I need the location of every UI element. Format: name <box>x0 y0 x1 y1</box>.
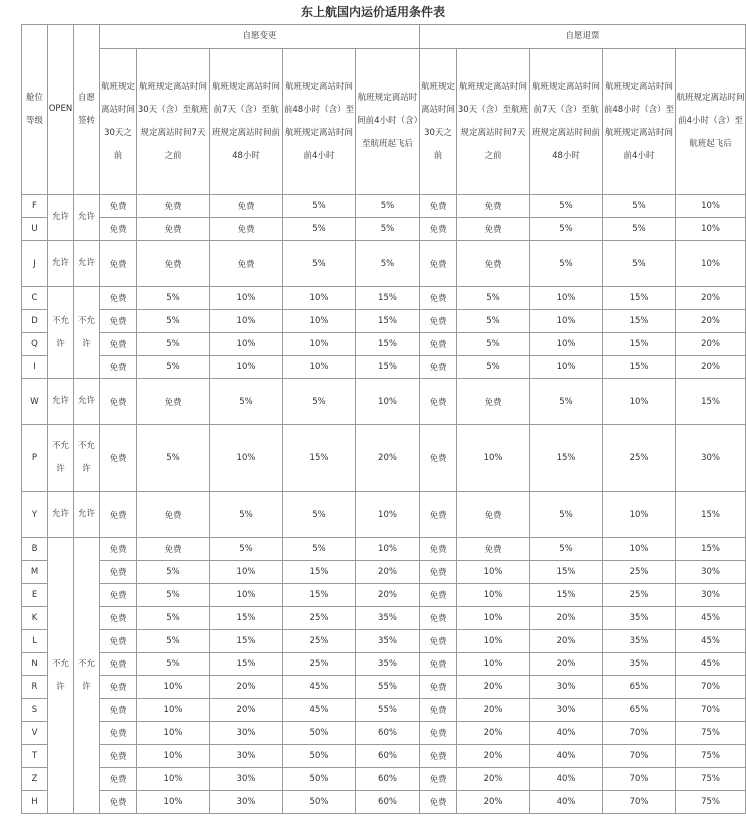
change-fee-cell: 免费 <box>100 310 137 333</box>
refund-fee-cell: 15% <box>676 492 746 538</box>
refund-fee-cell: 15% <box>603 287 676 310</box>
change-fee-cell: 10% <box>210 310 283 333</box>
refund-fee-cell: 20% <box>676 287 746 310</box>
refund-fee-cell: 75% <box>676 768 746 791</box>
header-change-group: 自愿变更 <box>100 25 420 49</box>
cabin-cell: L <box>22 630 48 653</box>
change-fee-cell: 15% <box>283 425 356 492</box>
cabin-cell: T <box>22 745 48 768</box>
table-row <box>22 195 746 218</box>
transfer-cell: 允许 <box>74 492 100 538</box>
change-fee-cell: 5% <box>137 653 210 676</box>
change-fee-cell: 30% <box>210 722 283 745</box>
change-fee-cell: 25% <box>283 653 356 676</box>
change-fee-cell: 免费 <box>100 768 137 791</box>
table-row <box>22 287 746 310</box>
table-row <box>22 653 746 676</box>
change-fee-cell: 免费 <box>137 538 210 561</box>
refund-fee-cell: 20% <box>457 699 530 722</box>
refund-fee-cell: 免费 <box>420 699 457 722</box>
refund-fee-cell: 45% <box>676 607 746 630</box>
refund-fee-cell: 10% <box>676 195 746 218</box>
refund-fee-cell: 5% <box>530 538 603 561</box>
cabin-cell: S <box>22 699 48 722</box>
change-fee-cell: 10% <box>137 722 210 745</box>
change-fee-cell: 5% <box>137 310 210 333</box>
table-header <box>22 25 746 195</box>
refund-fee-cell: 35% <box>603 607 676 630</box>
change-fee-cell: 35% <box>356 653 420 676</box>
refund-fee-cell: 10% <box>457 653 530 676</box>
refund-fee-cell: 40% <box>530 745 603 768</box>
refund-fee-cell: 20% <box>676 310 746 333</box>
change-fee-cell: 10% <box>356 538 420 561</box>
change-fee-cell: 20% <box>356 425 420 492</box>
cabin-cell: I <box>22 356 48 379</box>
table-row <box>22 676 746 699</box>
refund-fee-cell: 免费 <box>420 356 457 379</box>
table-body <box>22 195 746 814</box>
change-fee-cell: 30% <box>210 768 283 791</box>
change-fee-cell: 免费 <box>100 333 137 356</box>
refund-fee-cell: 40% <box>530 791 603 814</box>
table-row <box>22 699 746 722</box>
change-fee-cell: 5% <box>210 379 283 425</box>
refund-fee-cell: 10% <box>676 218 746 241</box>
cabin-cell: R <box>22 676 48 699</box>
change-fee-cell: 35% <box>356 630 420 653</box>
refund-fee-cell: 免费 <box>457 195 530 218</box>
cabin-cell: W <box>22 379 48 425</box>
change-fee-cell: 免费 <box>100 425 137 492</box>
header-refund-period: 航班规定离站时间前7天（含）至航班规定离站时间前48小时 <box>530 49 603 195</box>
change-fee-cell: 25% <box>283 607 356 630</box>
refund-fee-cell: 免费 <box>420 745 457 768</box>
header-refund-period: 航班规定离站时间30天之前 <box>420 49 457 195</box>
table-row <box>22 791 746 814</box>
change-fee-cell: 10% <box>210 356 283 379</box>
change-fee-cell: 10% <box>283 287 356 310</box>
refund-fee-cell: 5% <box>530 241 603 287</box>
refund-fee-cell: 10% <box>457 561 530 584</box>
refund-fee-cell: 免费 <box>420 241 457 287</box>
refund-fee-cell: 30% <box>676 584 746 607</box>
refund-fee-cell: 75% <box>676 745 746 768</box>
header-transfer: 自愿签转 <box>74 25 100 195</box>
refund-fee-cell: 30% <box>530 676 603 699</box>
header-change-period: 航班规定离站时间前48小时（含）至航班规定离站时间前4小时 <box>283 49 356 195</box>
change-fee-cell: 10% <box>137 676 210 699</box>
change-fee-cell: 免费 <box>100 218 137 241</box>
refund-fee-cell: 免费 <box>420 722 457 745</box>
change-fee-cell: 45% <box>283 676 356 699</box>
change-fee-cell: 5% <box>356 218 420 241</box>
change-fee-cell: 免费 <box>100 607 137 630</box>
transfer-cell: 允许 <box>74 195 100 241</box>
refund-fee-cell: 10% <box>457 425 530 492</box>
change-fee-cell: 20% <box>356 584 420 607</box>
change-fee-cell: 20% <box>210 676 283 699</box>
change-fee-cell: 20% <box>210 699 283 722</box>
table-row <box>22 310 746 333</box>
open-cell: 允许 <box>48 195 74 241</box>
change-fee-cell: 35% <box>356 607 420 630</box>
refund-fee-cell: 15% <box>603 356 676 379</box>
change-fee-cell: 免费 <box>100 195 137 218</box>
table-row <box>22 630 746 653</box>
refund-fee-cell: 免费 <box>457 218 530 241</box>
open-cell: 不允许 <box>48 425 74 492</box>
change-fee-cell: 免费 <box>100 241 137 287</box>
refund-fee-cell: 45% <box>676 653 746 676</box>
change-fee-cell: 10% <box>210 287 283 310</box>
table-row <box>22 356 746 379</box>
table-row <box>22 538 746 561</box>
refund-fee-cell: 20% <box>457 745 530 768</box>
transfer-cell: 允许 <box>74 241 100 287</box>
refund-fee-cell: 10% <box>603 538 676 561</box>
change-fee-cell: 10% <box>356 379 420 425</box>
change-fee-cell: 5% <box>210 492 283 538</box>
change-fee-cell: 10% <box>283 310 356 333</box>
refund-fee-cell: 65% <box>603 699 676 722</box>
change-fee-cell: 5% <box>283 195 356 218</box>
table-row <box>22 241 746 287</box>
change-fee-cell: 10% <box>210 425 283 492</box>
header-refund-period: 航班规定离站时间前48小时（含）至航班规定离站时间前4小时 <box>603 49 676 195</box>
table-row <box>22 492 746 538</box>
change-fee-cell: 免费 <box>137 492 210 538</box>
change-fee-cell: 10% <box>356 492 420 538</box>
fare-conditions-table <box>21 24 746 814</box>
change-fee-cell: 5% <box>137 607 210 630</box>
cabin-cell: Q <box>22 333 48 356</box>
change-fee-cell: 60% <box>356 745 420 768</box>
change-fee-cell: 免费 <box>210 195 283 218</box>
change-fee-cell: 45% <box>283 699 356 722</box>
refund-fee-cell: 免费 <box>420 425 457 492</box>
cabin-cell: Z <box>22 768 48 791</box>
refund-fee-cell: 10% <box>530 310 603 333</box>
refund-fee-cell: 40% <box>530 722 603 745</box>
change-fee-cell: 50% <box>283 791 356 814</box>
change-fee-cell: 5% <box>137 356 210 379</box>
header-cabin: 舱位等级 <box>22 25 48 195</box>
change-fee-cell: 15% <box>210 607 283 630</box>
change-fee-cell: 免费 <box>100 584 137 607</box>
change-fee-cell: 15% <box>210 630 283 653</box>
table-row <box>22 425 746 492</box>
refund-fee-cell: 10% <box>530 356 603 379</box>
refund-fee-cell: 10% <box>457 584 530 607</box>
refund-fee-cell: 20% <box>676 333 746 356</box>
refund-fee-cell: 30% <box>530 699 603 722</box>
change-fee-cell: 5% <box>283 492 356 538</box>
open-cell: 不允许 <box>48 538 74 814</box>
refund-fee-cell: 5% <box>457 333 530 356</box>
refund-fee-cell: 5% <box>603 218 676 241</box>
cabin-cell: U <box>22 218 48 241</box>
refund-fee-cell: 70% <box>603 722 676 745</box>
change-fee-cell: 5% <box>356 241 420 287</box>
refund-fee-cell: 30% <box>676 425 746 492</box>
table-title: 东上航国内运价适用条件表 <box>300 5 445 19</box>
change-fee-cell: 50% <box>283 722 356 745</box>
refund-fee-cell: 40% <box>530 768 603 791</box>
change-fee-cell: 免费 <box>100 356 137 379</box>
change-fee-cell: 免费 <box>100 379 137 425</box>
table-row <box>22 218 746 241</box>
refund-fee-cell: 免费 <box>420 379 457 425</box>
header-change-period: 航班规定离站时间30天之前 <box>100 49 137 195</box>
open-cell: 允许 <box>48 241 74 287</box>
change-fee-cell: 20% <box>356 561 420 584</box>
change-fee-cell: 50% <box>283 768 356 791</box>
change-fee-cell: 10% <box>283 356 356 379</box>
change-fee-cell: 50% <box>283 745 356 768</box>
refund-fee-cell: 5% <box>457 356 530 379</box>
change-fee-cell: 5% <box>137 561 210 584</box>
change-fee-cell: 5% <box>283 241 356 287</box>
refund-fee-cell: 免费 <box>420 538 457 561</box>
refund-fee-cell: 免费 <box>420 791 457 814</box>
refund-fee-cell: 5% <box>603 195 676 218</box>
refund-fee-cell: 免费 <box>457 492 530 538</box>
refund-fee-cell: 15% <box>530 425 603 492</box>
change-fee-cell: 15% <box>283 584 356 607</box>
refund-fee-cell: 10% <box>603 379 676 425</box>
open-cell: 允许 <box>48 379 74 425</box>
refund-fee-cell: 65% <box>603 676 676 699</box>
refund-fee-cell: 20% <box>530 630 603 653</box>
cabin-cell: C <box>22 287 48 310</box>
change-fee-cell: 5% <box>137 287 210 310</box>
refund-fee-cell: 免费 <box>420 218 457 241</box>
change-fee-cell: 免费 <box>210 241 283 287</box>
header-refund-period: 航班规定离站时间30天（含）至航班规定离站时间7天之前 <box>457 49 530 195</box>
change-fee-cell: 免费 <box>100 699 137 722</box>
table-row <box>22 768 746 791</box>
refund-fee-cell: 70% <box>603 791 676 814</box>
refund-fee-cell: 15% <box>676 379 746 425</box>
refund-fee-cell: 20% <box>457 768 530 791</box>
refund-fee-cell: 5% <box>530 379 603 425</box>
refund-fee-cell: 15% <box>603 310 676 333</box>
change-fee-cell: 免费 <box>137 379 210 425</box>
transfer-cell: 不允许 <box>74 538 100 814</box>
refund-fee-cell: 35% <box>603 630 676 653</box>
refund-fee-cell: 10% <box>530 333 603 356</box>
change-fee-cell: 10% <box>210 561 283 584</box>
refund-fee-cell: 免费 <box>420 768 457 791</box>
change-fee-cell: 10% <box>210 584 283 607</box>
transfer-cell: 不允许 <box>74 425 100 492</box>
cabin-cell: V <box>22 722 48 745</box>
header-refund-period: 航班规定离站时间前4小时（含）至航班起飞后 <box>676 49 746 195</box>
transfer-cell: 允许 <box>74 379 100 425</box>
change-fee-cell: 免费 <box>100 538 137 561</box>
change-fee-cell: 55% <box>356 676 420 699</box>
cabin-cell: E <box>22 584 48 607</box>
change-fee-cell: 30% <box>210 745 283 768</box>
change-fee-cell: 5% <box>210 538 283 561</box>
refund-fee-cell: 20% <box>457 676 530 699</box>
change-fee-cell: 免费 <box>137 241 210 287</box>
refund-fee-cell: 15% <box>530 584 603 607</box>
refund-fee-cell: 20% <box>457 722 530 745</box>
refund-fee-cell: 75% <box>676 791 746 814</box>
refund-fee-cell: 10% <box>457 607 530 630</box>
refund-fee-cell: 免费 <box>420 607 457 630</box>
refund-fee-cell: 25% <box>603 425 676 492</box>
refund-fee-cell: 10% <box>457 630 530 653</box>
refund-fee-cell: 免费 <box>420 676 457 699</box>
change-fee-cell: 5% <box>137 333 210 356</box>
open-cell: 允许 <box>48 492 74 538</box>
change-fee-cell: 10% <box>137 699 210 722</box>
refund-fee-cell: 免费 <box>420 653 457 676</box>
change-fee-cell: 免费 <box>100 287 137 310</box>
refund-fee-cell: 免费 <box>420 561 457 584</box>
refund-fee-cell: 5% <box>603 241 676 287</box>
change-fee-cell: 免费 <box>137 218 210 241</box>
change-fee-cell: 10% <box>210 333 283 356</box>
refund-fee-cell: 5% <box>457 310 530 333</box>
table-row <box>22 561 746 584</box>
refund-fee-cell: 20% <box>530 607 603 630</box>
change-fee-cell: 免费 <box>100 791 137 814</box>
header-refund-group: 自愿退票 <box>420 25 746 49</box>
refund-fee-cell: 20% <box>676 356 746 379</box>
cabin-cell: F <box>22 195 48 218</box>
refund-fee-cell: 70% <box>603 768 676 791</box>
change-fee-cell: 15% <box>356 287 420 310</box>
table-row <box>22 745 746 768</box>
table-row <box>22 584 746 607</box>
change-fee-cell: 10% <box>137 791 210 814</box>
change-fee-cell: 60% <box>356 722 420 745</box>
refund-fee-cell: 70% <box>603 745 676 768</box>
cabin-cell: P <box>22 425 48 492</box>
refund-fee-cell: 35% <box>603 653 676 676</box>
refund-fee-cell: 免费 <box>457 379 530 425</box>
header-open: OPEN <box>48 25 74 195</box>
refund-fee-cell: 75% <box>676 722 746 745</box>
refund-fee-cell: 25% <box>603 561 676 584</box>
change-fee-cell: 免费 <box>210 218 283 241</box>
change-fee-cell: 10% <box>137 768 210 791</box>
change-fee-cell: 15% <box>210 653 283 676</box>
change-fee-cell: 55% <box>356 699 420 722</box>
change-fee-cell: 10% <box>137 745 210 768</box>
refund-fee-cell: 25% <box>603 584 676 607</box>
change-fee-cell: 5% <box>283 379 356 425</box>
refund-fee-cell: 免费 <box>420 333 457 356</box>
change-fee-cell: 免费 <box>100 653 137 676</box>
refund-fee-cell: 免费 <box>420 492 457 538</box>
change-fee-cell: 25% <box>283 630 356 653</box>
change-fee-cell: 10% <box>283 333 356 356</box>
cabin-cell: B <box>22 538 48 561</box>
refund-fee-cell: 免费 <box>420 287 457 310</box>
table-row <box>22 333 746 356</box>
refund-fee-cell: 免费 <box>420 310 457 333</box>
cabin-cell: J <box>22 241 48 287</box>
refund-fee-cell: 70% <box>676 676 746 699</box>
refund-fee-cell: 免费 <box>420 195 457 218</box>
header-change-period: 航班规定离站时间前7天（含）至航班规定离站时间前48小时 <box>210 49 283 195</box>
header-change-period: 航班规定离站时间前4小时（含）至航班起飞后 <box>356 49 420 195</box>
cabin-cell: N <box>22 653 48 676</box>
refund-fee-cell: 5% <box>530 492 603 538</box>
change-fee-cell: 30% <box>210 791 283 814</box>
change-fee-cell: 5% <box>137 630 210 653</box>
change-fee-cell: 60% <box>356 791 420 814</box>
refund-fee-cell: 20% <box>457 791 530 814</box>
cabin-cell: H <box>22 791 48 814</box>
change-fee-cell: 60% <box>356 768 420 791</box>
refund-fee-cell: 70% <box>676 699 746 722</box>
refund-fee-cell: 5% <box>530 218 603 241</box>
refund-fee-cell: 10% <box>676 241 746 287</box>
change-fee-cell: 5% <box>283 538 356 561</box>
change-fee-cell: 5% <box>137 425 210 492</box>
table-row <box>22 379 746 425</box>
change-fee-cell: 15% <box>356 333 420 356</box>
transfer-cell: 不允许 <box>74 287 100 379</box>
refund-fee-cell: 45% <box>676 630 746 653</box>
cabin-cell: Y <box>22 492 48 538</box>
change-fee-cell: 免费 <box>137 195 210 218</box>
refund-fee-cell: 15% <box>676 538 746 561</box>
refund-fee-cell: 5% <box>457 287 530 310</box>
open-cell: 不允许 <box>48 287 74 379</box>
table-row <box>22 607 746 630</box>
refund-fee-cell: 20% <box>530 653 603 676</box>
header-change-period: 航班规定离站时间30天（含）至航班规定离站时间7天之前 <box>137 49 210 195</box>
refund-fee-cell: 10% <box>603 492 676 538</box>
change-fee-cell: 15% <box>283 561 356 584</box>
refund-fee-cell: 免费 <box>420 584 457 607</box>
table-row <box>22 722 746 745</box>
change-fee-cell: 免费 <box>100 492 137 538</box>
cabin-cell: M <box>22 561 48 584</box>
change-fee-cell: 15% <box>356 356 420 379</box>
refund-fee-cell: 15% <box>603 333 676 356</box>
change-fee-cell: 5% <box>283 218 356 241</box>
change-fee-cell: 5% <box>137 584 210 607</box>
change-fee-cell: 15% <box>356 310 420 333</box>
cabin-cell: K <box>22 607 48 630</box>
refund-fee-cell: 15% <box>530 561 603 584</box>
change-fee-cell: 免费 <box>100 722 137 745</box>
refund-fee-cell: 10% <box>530 287 603 310</box>
change-fee-cell: 免费 <box>100 561 137 584</box>
refund-fee-cell: 免费 <box>420 630 457 653</box>
change-fee-cell: 免费 <box>100 676 137 699</box>
change-fee-cell: 免费 <box>100 745 137 768</box>
cabin-cell: D <box>22 310 48 333</box>
refund-fee-cell: 5% <box>530 195 603 218</box>
change-fee-cell: 免费 <box>100 630 137 653</box>
change-fee-cell: 5% <box>356 195 420 218</box>
refund-fee-cell: 免费 <box>457 538 530 561</box>
refund-fee-cell: 免费 <box>457 241 530 287</box>
refund-fee-cell: 30% <box>676 561 746 584</box>
